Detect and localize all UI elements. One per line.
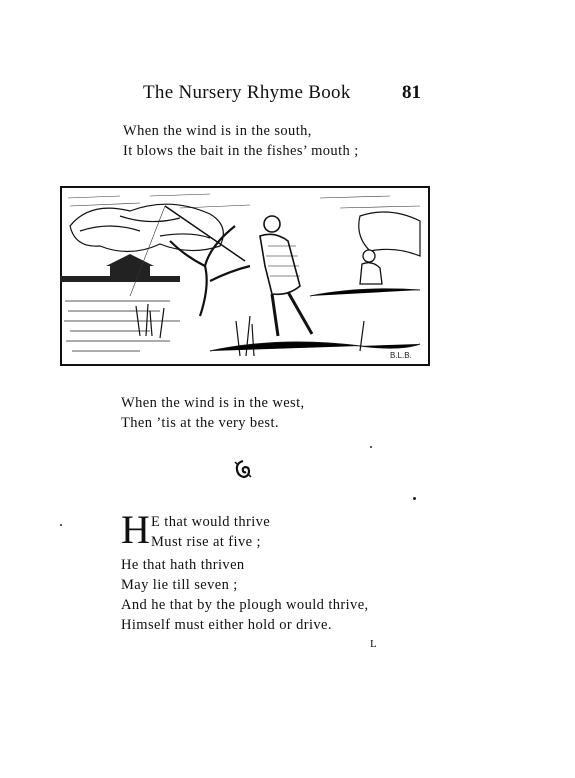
verse-south	[123, 121, 359, 161]
verse-line: Himself must either hold or drive.	[121, 617, 332, 633]
verse-line: E that would thrive	[151, 514, 271, 530]
drop-cap: H	[121, 507, 150, 552]
book-title: The Nursery Rhyme Book	[143, 82, 351, 103]
print-speck	[413, 497, 416, 500]
signature-mark: L	[370, 638, 377, 650]
verse-line: He that hath thriven	[121, 557, 245, 573]
verse-line: And he that by the plough would thrive,	[121, 597, 369, 613]
verse-line: When the wind is in the south,	[123, 123, 312, 139]
rhyme-opening	[151, 512, 270, 552]
fleuron-icon	[234, 459, 252, 479]
verse-line: May lie till seven ;	[121, 577, 238, 593]
print-speck	[60, 524, 62, 526]
running-header	[0, 82, 575, 108]
verse-line: Must rise at five ;	[151, 534, 261, 550]
verse-line: When the wind is in the west,	[121, 395, 305, 411]
rhyme-body	[121, 555, 369, 635]
verse-line: Then ’tis at the very best.	[121, 415, 279, 431]
page-number: 81	[402, 82, 421, 103]
fishing-illustration	[60, 186, 430, 366]
verse-line: It blows the bait in the fishes’ mouth ;	[123, 143, 359, 159]
verse-west	[121, 393, 305, 433]
illustration-signature: B.L.B.	[390, 351, 412, 360]
print-speck	[370, 446, 372, 448]
